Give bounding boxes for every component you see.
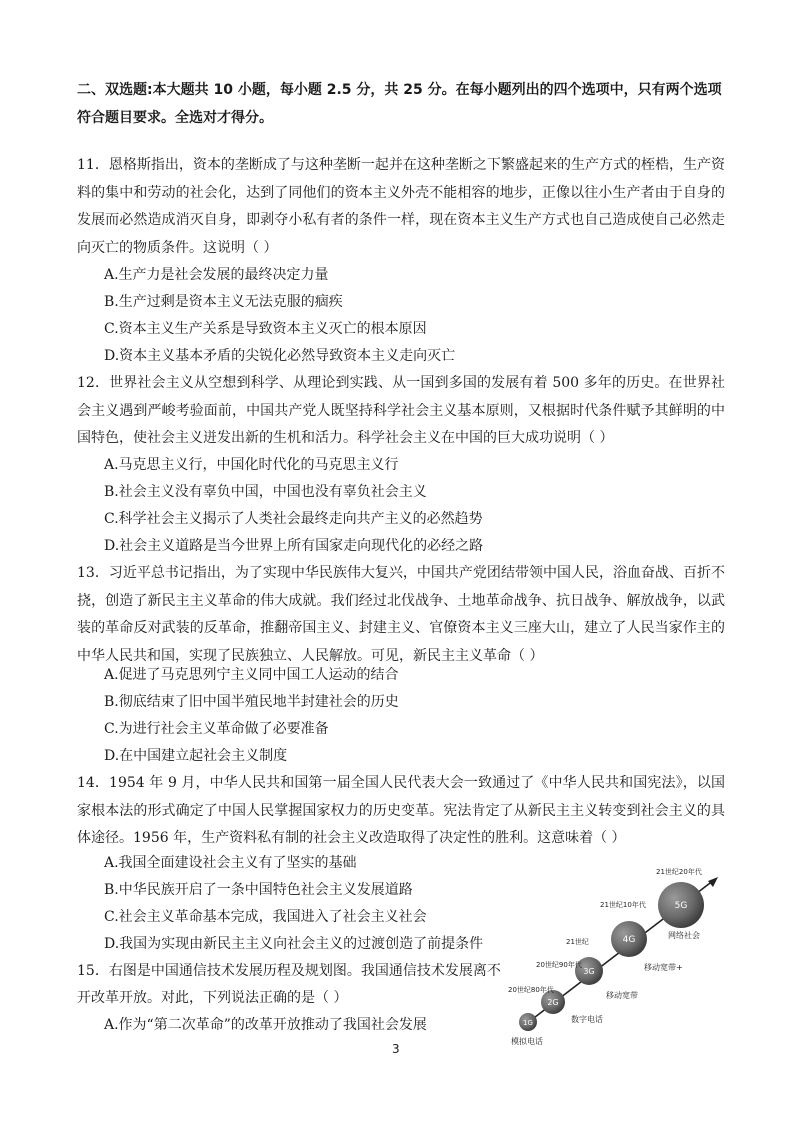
question-12-option-a: A.马克思主义行，中国化时代化的马克思主义行: [104, 457, 399, 473]
page-number: 3: [392, 1042, 400, 1056]
node-4g-label: 4G: [622, 935, 636, 945]
telecom-development-figure: [496, 852, 736, 1052]
node-2g-label: 2G: [547, 998, 559, 1007]
top-era-label: 21世纪20年代: [656, 868, 702, 876]
node-4g-era: 21世纪: [566, 938, 589, 946]
node-3g-label: 3G: [583, 967, 595, 976]
question-14-option-a: A.我国全面建设社会主义有了坚实的基础: [104, 855, 357, 871]
question-15-stem-line2: 开改革开放。对此，下列说法正确的是（ ）: [77, 990, 348, 1006]
question-12-option-b: B.社会主义没有辜负中国，中国也没有辜负社会主义: [104, 484, 427, 500]
question-13-option-a: A.促进了马克思列宁主义同中国工人运动的结合: [104, 667, 399, 683]
question-12-stem: 12．世界社会主义从空想到科学、从理论到实践、从一国到多国的发展有着 500 多年的历史。在世界社会主义遇到严峻考验面前，中国共产党人既坚持科学社会主义基本原则，又根据时代条件赋予其鲜明的中国特色，使社会主义迸发出新的生机和活力。科学社会主义在中国的巨大成功说明（ ）: [77, 375, 725, 446]
question-11-stem: 11．恩格斯指出，资本的垄断成了与这种垄断一起并在这种垄断之下繁盛起来的生产方式的桎梏，生产资料的集中和劳动的社会化，达到了同他们的资本主义外壳不能相容的地步，正像以往小生产者由于自身的发展而必然造成消灭自身，即剥夺小私有者的条件一样，现在资本主义生产方式也自己造成使自己必然走向灭亡的物质条件。这说明（ ）: [77, 157, 725, 256]
node-4g-tech: 移动宽带+: [644, 963, 683, 972]
node-1g-label: 1G: [523, 1019, 533, 1027]
question-13-option-d: D.在中国建立起社会主义制度: [104, 748, 288, 764]
node-2g-tech: 数字电话: [571, 1015, 603, 1024]
question-12-option-d: D.社会主义道路是当今世界上所有国家走向现代化的必经之路: [104, 538, 484, 554]
node-3g-era: 20世纪90年代: [536, 961, 582, 969]
question-14-stem: 14．1954 年 9 月，中华人民共和国第一届全国人民代表大会一致通过了《中华人民共和国宪法》，以国家根本法的形式确定了中国人民掌握国家权力的历史变革。宪法肯定了从新民主主义转变到社会主义的具体途径。1956 年，生产资料私有制的社会主义改造取得了决定性的胜利。这意味着（ ）: [77, 775, 725, 846]
node-5g-tech: 网络社会: [668, 931, 700, 940]
question-12-option-c: C.科学社会主义揭示了人类社会最终走向共产主义的必然趋势: [104, 511, 483, 527]
question-11-option-b: B.生产过剩是资本主义无法克服的痼疾: [104, 294, 343, 310]
node-5g-label: 5G: [674, 901, 688, 911]
question-14-option-c: C.社会主义革命基本完成，我国进入了社会主义社会: [104, 909, 427, 925]
question-15-stem-line1: 15．右图是中国通信技术发展历程及规划图。我国通信技术发展离不: [77, 963, 501, 979]
question-13-option-c: C.为进行社会主义革命做了必要准备: [104, 721, 329, 737]
section-title: 二、双选题:本大题共 10 小题，每小题 2.5 分，共 25 分。在每小题列出的四个选项中，只有两个选项符合题目要求。全选对才得分。: [77, 82, 722, 126]
node-2g-era: 20世纪80年代: [508, 986, 554, 994]
question-11-option-a: A.生产力是社会发展的最终决定力量: [104, 267, 329, 283]
node-3g-tech: 移动宽带: [606, 991, 638, 1000]
question-15-option-a: A.作为“第二次革命”的改革开放推动了我国社会发展: [104, 1017, 427, 1033]
question-13-option-b: B.彻底结束了旧中国半殖民地半封建社会的历史: [104, 694, 399, 710]
question-14-option-d: D.我国为实现由新民主主义向社会主义的过渡创造了前提条件: [104, 936, 484, 952]
question-13-stem: 13．习近平总书记指出，为了实现中华民族伟大复兴，中国共产党团结带领中国人民，浴血奋战、百折不挠，创造了新民主主义革命的伟大成就。我们经过北伐战争、土地革命战争、抗日战争、解放战争，以武装的革命反对武装的反革命，推翻帝国主义、封建主义、官僚资本主义三座大山，建立了人民当家作主的中华人民共和国，实现了民族独立、人民解放。可见，新民主主义革命（ ）: [77, 565, 725, 664]
node-1g-tech: 模拟电话: [511, 1037, 543, 1046]
question-11-option-d: D.资本主义基本矛盾的尖锐化必然导致资本主义走向灭亡: [104, 348, 456, 364]
telecom-figure-svg: [496, 852, 736, 1052]
node-5g-era: 21世纪10年代: [600, 901, 646, 909]
question-14-option-b: B.中华民族开启了一条中国特色社会主义发展道路: [104, 882, 413, 898]
timeline-arrow-icon: [708, 877, 718, 887]
question-11-option-c: C.资本主义生产关系是导致资本主义灭亡的根本原因: [104, 321, 427, 337]
